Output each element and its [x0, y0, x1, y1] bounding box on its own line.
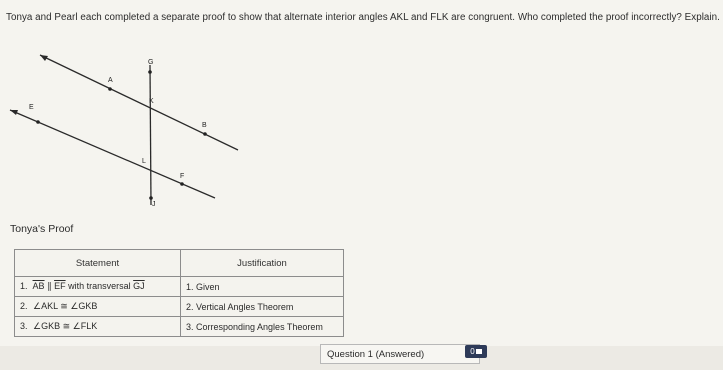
- transversal-gj: [150, 65, 151, 205]
- point-a: [108, 87, 112, 91]
- label-l: L: [142, 158, 146, 165]
- label-k: K: [149, 98, 154, 105]
- proof-row: [15, 317, 344, 337]
- flag-icon: [476, 349, 482, 354]
- badge-count: 0: [470, 347, 475, 356]
- question-status-dropdown[interactable]: [320, 344, 480, 364]
- proof-row: [15, 277, 344, 297]
- label-g: G: [148, 59, 154, 66]
- arrow-ab-left: [40, 55, 48, 61]
- point-f: [180, 182, 184, 186]
- justification-cell: 3. Corresponding Angles Theorem: [181, 317, 344, 337]
- proof-row: [15, 297, 344, 317]
- question-prompt: Tonya and Pearl each completed a separate proof to show that alternate interior angles AKL and FLK are congruent. Who completed the proof incorrectly? Explain.: [6, 12, 720, 23]
- transversal-diagram: [0, 40, 260, 215]
- point-g: [148, 70, 152, 74]
- proof-title: Tonya's Proof: [10, 223, 74, 235]
- label-e: E: [29, 104, 34, 111]
- header-statement: Statement: [15, 250, 181, 277]
- arrow-ef-left: [10, 110, 18, 115]
- proof-table: [14, 249, 344, 337]
- point-e: [36, 120, 40, 124]
- justification-cell: 1. Given: [181, 277, 344, 297]
- label-b: B: [202, 122, 207, 129]
- statement-cell: 3. ∠GKB ≅ ∠FLK: [15, 317, 181, 337]
- label-a: A: [108, 77, 113, 84]
- question-nav-badge[interactable]: [465, 345, 487, 358]
- line-ef: [10, 110, 215, 198]
- label-f: F: [180, 173, 185, 180]
- header-justification: Justification: [181, 250, 344, 277]
- statement-cell: 2. ∠AKL ≅ ∠GKB: [15, 297, 181, 317]
- point-j: [149, 196, 153, 200]
- label-j: J: [152, 201, 156, 208]
- statement-cell: 1. AB ∥ EF with transversal GJ: [15, 277, 181, 297]
- question-status-label: Question 1 (Answered): [327, 348, 425, 360]
- justification-cell: 2. Vertical Angles Theorem: [181, 297, 344, 317]
- point-b: [203, 132, 207, 136]
